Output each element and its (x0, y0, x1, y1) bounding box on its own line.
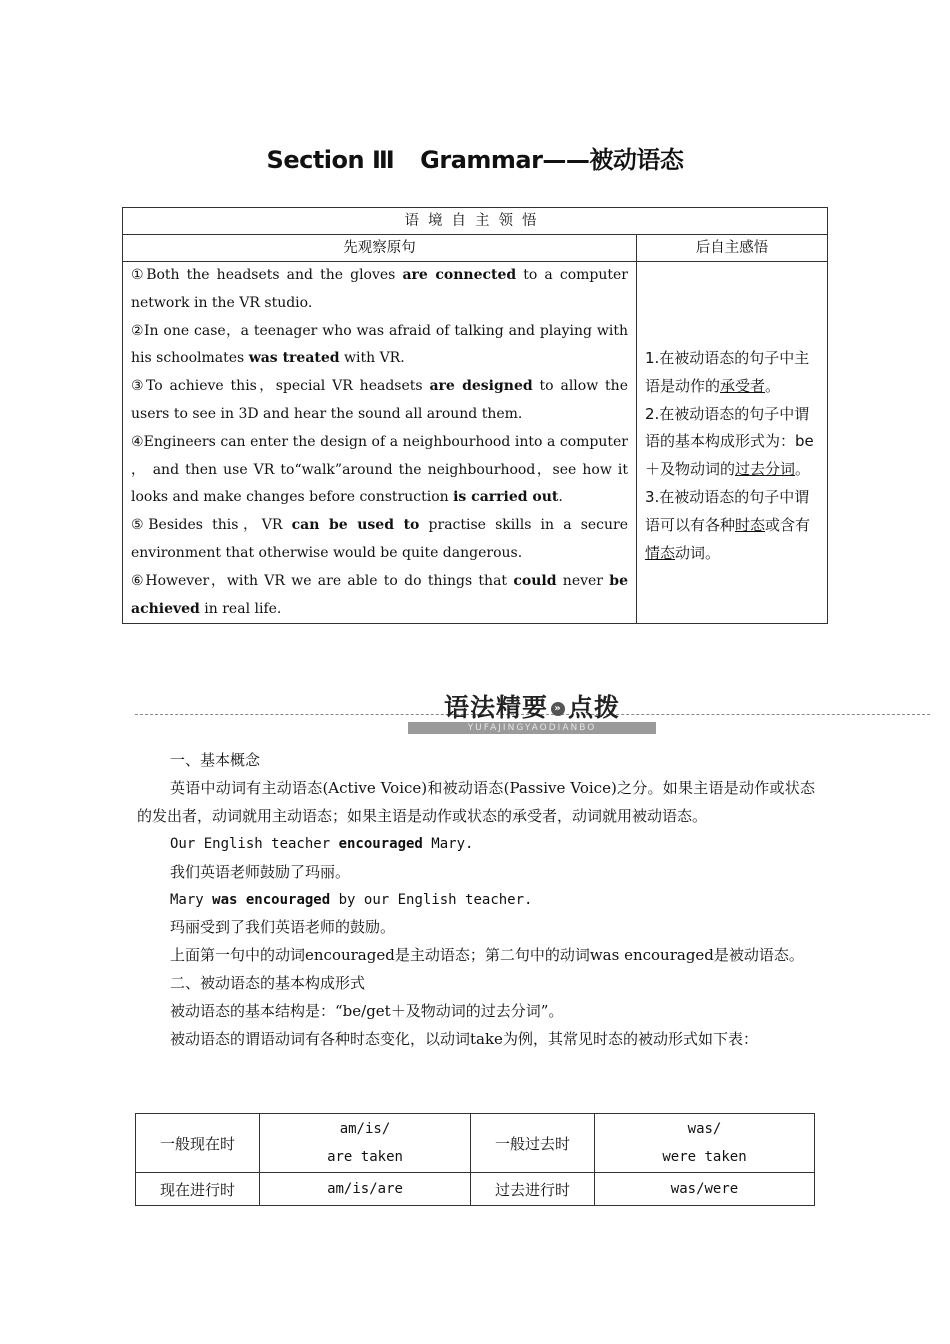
example-active: Our English teacher encouraged Mary. (170, 835, 474, 852)
example-4: ④Engineers can enter the design of a neighbourhood into a computer ， and then use VR to“walk”around the neighbourhood，see how it looks and make changes before construction is carried out. (131, 433, 628, 506)
banner-title: 语法精要 » 点拨 (443, 693, 621, 722)
paragraph-voice-intro: 英语中动词有主动语态(Active Voice)和被动语态(Passive Voice)之分。如果主语是动作或状态的发出者，动词就用主动语态；如果主语是动作或状态的承受者，动词就用被动语态。 (137, 778, 815, 825)
context-table (122, 207, 828, 624)
example-6: ⑥However，with VR we are able to do things that could never be achieved in real life. (131, 572, 628, 617)
heading-basic-concept: 一、基本概念 (170, 751, 261, 769)
example-passive: Mary was encouraged by our English teacher. (170, 891, 533, 908)
example-passive-zh: 玛丽受到了我们英语老师的鼓励。 (170, 918, 396, 937)
paragraph-comparison: 上面第一句中的动词encouraged是主动语态；第二句中的动词was encouraged是被动语态。 (170, 946, 804, 965)
grammar-body (137, 747, 815, 1054)
tense-label: 过去进行时 (471, 1173, 595, 1206)
note-1: 1.在被动语态的句子中主语是动作的承受者。 (645, 349, 810, 395)
tense-label: 一般过去时 (471, 1114, 595, 1173)
col-header-left: 先观察原句 (123, 235, 637, 262)
example-1: ①Both the headsets and the gloves are connected to a computer network in the VR studio. (131, 267, 628, 311)
notes-cell (637, 262, 828, 624)
example-3: ③To achieve this，special VR headsets are designed to allow the users to see in 3D and hear the sound all around them. (131, 378, 628, 422)
paragraph-tenses: 被动语态的谓语动词有各种时态变化，以动词take为例，其常见时态的被动形式如下表： (170, 1030, 758, 1049)
example-2: ②In one case，a teenager who was afraid of talking and playing with his schoolmates was treated with VR. (131, 322, 628, 367)
example-5: ⑤Besides this，VR can be used to practise skills in a secure environment that otherwise would be quite dangerous. (131, 517, 629, 561)
col-header-right: 后自主感悟 (637, 235, 828, 262)
note-2: 2.在被动语态的句子中谓语的基本构成形式为：be＋及物动词的过去分词。 (645, 404, 814, 479)
tense-form: am/is/ are taken (260, 1114, 471, 1173)
context-table-header: 语境自主领悟 (123, 208, 828, 235)
tense-label: 现在进行时 (136, 1173, 260, 1206)
title-section: Section Ⅲ (266, 146, 395, 174)
note-3: 3.在被动语态的句子中谓语可以有各种时态或含有情态动词。 (645, 487, 811, 562)
page-title (0, 140, 950, 175)
banner-subtitle: YUFAJINGYAODIANBO (408, 722, 656, 734)
tense-form: am/is/are (260, 1173, 471, 1206)
table-row (136, 1114, 815, 1173)
heading-structure: 二、被动语态的基本构成形式 (170, 974, 366, 993)
paragraph-structure: 被动语态的基本结构是：“be/get＋及物动词的过去分词”。 (170, 1002, 564, 1021)
table-row (136, 1173, 815, 1206)
section-banner (135, 686, 930, 736)
tense-form: was/were (595, 1173, 815, 1206)
tense-table (135, 1113, 815, 1206)
tense-label: 一般现在时 (136, 1114, 260, 1173)
title-grammar: Grammar——被动语态 (420, 146, 684, 174)
example-sentences-cell (123, 262, 637, 624)
chevron-icon: » (551, 702, 565, 716)
example-active-zh: 我们英语老师鼓励了玛丽。 (170, 862, 351, 881)
tense-form: was/ were taken (595, 1114, 815, 1173)
